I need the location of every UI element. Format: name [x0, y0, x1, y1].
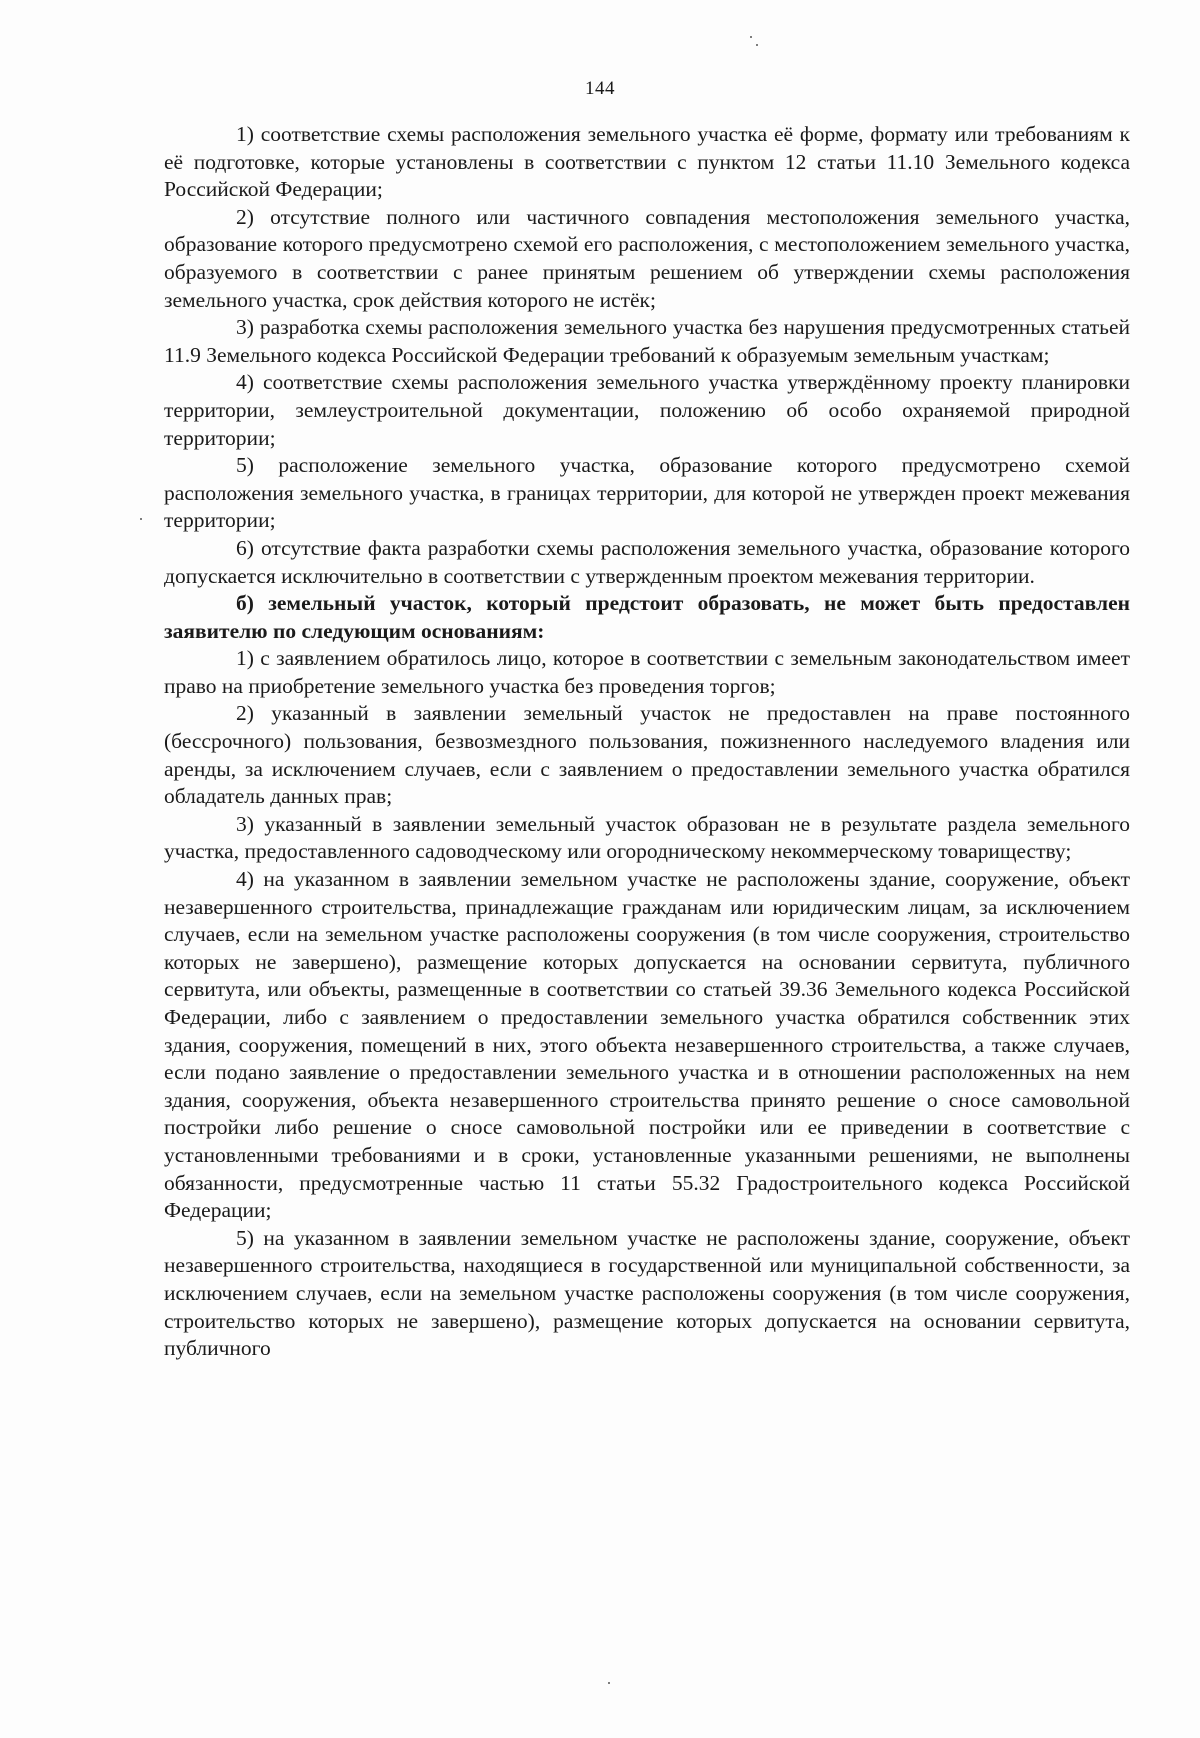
scan-speck — [756, 44, 758, 46]
list-item-6-no-exclusive-project: 6) отсутствие факта разработки схемы расположения земельного участка, образование которого допускается исключительно в соответствии с утвержденным проектом межевания территории. — [164, 535, 1130, 588]
list-item-2-no-overlap: 2) отсутствие полного или частичного совпадения местоположения земельного участка, образование которого предусмотрено схемой его расположения, с местоположением земельного участка, образуемого в соответствии с ранее принятым решением об утверждении схемы расположения земельного участка, срок действия которого не истёк; — [164, 204, 1130, 312]
list-item-4-planning-conformity: 4) соответствие схемы расположения земельного участка утверждённому проекту планировки территории, землеустроительной документации, положению об особо охраняемой природной территории; — [164, 370, 1130, 450]
list-item-b5-no-state-buildings: 5) на указанном в заявлении земельном участке не расположены здание, сооружение, объект незавершенного строительства, находящиеся в государственной или муниципальной собственности, за исключением случаев, если на земельном участке расположены сооружения (в том числе сооружения, строительство которых не завершено), размещение которых допускается на основании сервитута, публичного — [164, 1225, 1130, 1361]
scan-speck — [608, 1682, 610, 1684]
list-item-1-schema-conformity: 1) соответствие схемы расположения земельного участка её форме, формату или требованиям к её подготовке, которые установлены в соответствии с пунктом 12 статьи 11.10 Земельного кодекса Российской Федерации; — [164, 122, 1130, 202]
scan-speck — [140, 518, 142, 520]
document-body — [164, 121, 1130, 1363]
list-item-3-development-requirements: 3) разработка схемы расположения земельного участка без нарушения предусмотренных статьей 11.9 Земельного кодекса Российской Федерации требований к образуемым земельным участкам; — [164, 315, 1130, 367]
page-number: 144 — [585, 78, 615, 99]
section-heading-b: б) земельный участок, который предстоит образовать, не может быть предоставлен заявителю по следующим основаниям: — [164, 591, 1130, 643]
scan-speck — [750, 36, 752, 38]
list-item-b2-not-provided: 2) указанный в заявлении земельный участок не предоставлен на праве постоянного (бессрочного) пользования, безвозмездного пользования, пожизненного наследуемого владения или аренды, за исключением случаев, если с заявлением о предоставлении земельного участка обратился обладатель данных прав; — [164, 701, 1130, 809]
list-item-5-no-survey-project: 5) расположение земельного участка, образование которого предусмотрено схемой расположения земельного участка, в границах территории, для которой не утвержден проект межевания территории; — [164, 453, 1130, 533]
list-item-b4-no-private-buildings: 4) на указанном в заявлении земельном участке не расположены здание, сооружение, объект незавершенного строительства, принадлежащие гражданам или юридическим лицам, за исключением случаев, если на земельном участке расположены сооружения (в том числе сооружения, строительство которых не завершено), размещение которых допускается на основании сервитута, публичного сервитута, или объекты, размещенные в соответствии со статьей 39.36 Земельного кодекса Российской Федерации, либо с заявлением о предоставлении земельного участка обратился собственник этих здания, сооружения, помещений в них, этого объекта незавершенного строительства, а также случаев, если подано заявление о предоставлении земельного участка и в отношении расположенных на нем здания, сооружения, объекта незавершенного строительства принято решение о сносе самовольной постройки либо решение о сносе самовольной постройки или ее приведении в соответствие с установленными требованиями и в сроки, установленные указанными решениями, не выполнены обязанности, предусмотренные частью 11 статьи 55.32 Градостроительного кодекса Российской Федерации; — [164, 867, 1130, 1223]
list-item-b1-applicant-right: 1) с заявлением обратилось лицо, которое в соответствии с земельным законодательством имеет право на приобретение земельного участка без проведения торгов; — [164, 646, 1130, 698]
list-item-b3-not-divided: 3) указанный в заявлении земельный участок образован не в результате раздела земельного участка, предоставленного садоводческому или огородническому некоммерческому товариществу; — [164, 811, 1130, 864]
